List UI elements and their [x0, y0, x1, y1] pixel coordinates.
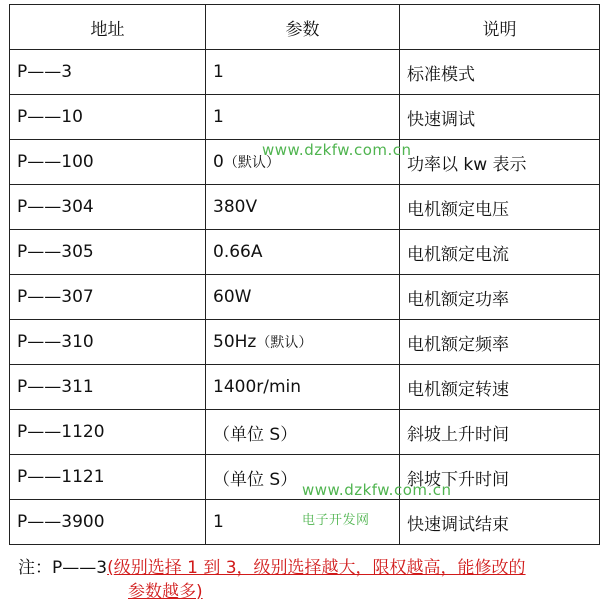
watermark-url-top: www.dzkfw.com.cn [262, 141, 412, 159]
watermark-site-name: 电子开发网 [302, 513, 370, 528]
cell-value [206, 410, 400, 455]
cell-address: P——311 [10, 365, 206, 410]
value-text: 60W [213, 287, 252, 307]
cell-address: P——307 [10, 275, 206, 320]
footnote-red-line2: 参数越多 [128, 582, 196, 602]
cell-value [206, 365, 400, 410]
cell-description: 斜坡下升时间 [400, 455, 600, 500]
cell-description: 标准模式 [400, 50, 600, 95]
value-text: 1400r/min [213, 377, 302, 397]
value-text: （单位 S） [213, 469, 298, 490]
cell-value [206, 140, 400, 185]
table-row [10, 410, 600, 455]
cell-address: P——3 [10, 50, 206, 95]
cell-description: 功率以 kw 表示 [400, 140, 600, 185]
value-note: （默认） [256, 335, 313, 351]
cell-address: P——305 [10, 230, 206, 275]
cell-description: 快速调试 [400, 95, 600, 140]
value-text: 380V [213, 197, 258, 217]
value-text: 0.66A [213, 242, 263, 262]
footnote-open-paren: ( [107, 558, 114, 578]
table-row [10, 50, 600, 95]
value-text: （单位 S） [213, 424, 298, 445]
table-header-row [10, 5, 600, 50]
cell-description: 电机额定功率 [400, 275, 600, 320]
footnote-prefix: 注：P——3 [18, 558, 108, 578]
cell-value [206, 320, 400, 365]
value-note: （默认） [223, 155, 280, 171]
value-text: 0 [213, 152, 224, 172]
cell-description: 快速调试结束 [400, 500, 600, 545]
cell-description: 电机额定电流 [400, 230, 600, 275]
cell-value [206, 455, 400, 500]
cell-description: 电机额定频率 [400, 320, 600, 365]
cell-value [206, 185, 400, 230]
cell-description: 斜坡上升时间 [400, 410, 600, 455]
cell-address: P——1121 [10, 455, 206, 500]
cell-address: P——310 [10, 320, 206, 365]
watermark-url-bottom: www.dzkfw.com.cn [302, 481, 452, 499]
table-row [10, 275, 600, 320]
value-text: 1 [213, 512, 224, 532]
cell-value [206, 275, 400, 320]
cell-description: 电机额定电压 [400, 185, 600, 230]
value-text: 50Hz [213, 332, 257, 352]
cell-address: P——1120 [10, 410, 206, 455]
parameter-table [9, 4, 600, 545]
header-address: 地址 [10, 5, 206, 50]
table-row [10, 455, 600, 500]
cell-address: P——3900 [10, 500, 206, 545]
cell-address: P——10 [10, 95, 206, 140]
table-row [10, 140, 600, 185]
table-row [10, 230, 600, 275]
cell-value [206, 500, 400, 545]
value-text: 1 [213, 62, 224, 82]
footnote-line2 [128, 580, 203, 604]
cell-value [206, 95, 400, 140]
footnote [18, 556, 526, 602]
cell-value [206, 50, 400, 95]
cell-description: 电机额定转速 [400, 365, 600, 410]
table-row [10, 365, 600, 410]
footnote-red-line1: 级别选择 1 到 3，级别选择越大，限权越高，能修改的 [113, 558, 526, 578]
table-row [10, 320, 600, 365]
cell-address: P——304 [10, 185, 206, 230]
header-value: 参数 [206, 5, 400, 50]
table-row [10, 500, 600, 545]
cell-value [206, 230, 400, 275]
header-description: 说明 [400, 5, 600, 50]
value-text: 1 [213, 107, 224, 127]
cell-address: P——100 [10, 140, 206, 185]
table-row [10, 185, 600, 230]
table-row [10, 95, 600, 140]
footnote-close-paren: ) [196, 582, 203, 602]
